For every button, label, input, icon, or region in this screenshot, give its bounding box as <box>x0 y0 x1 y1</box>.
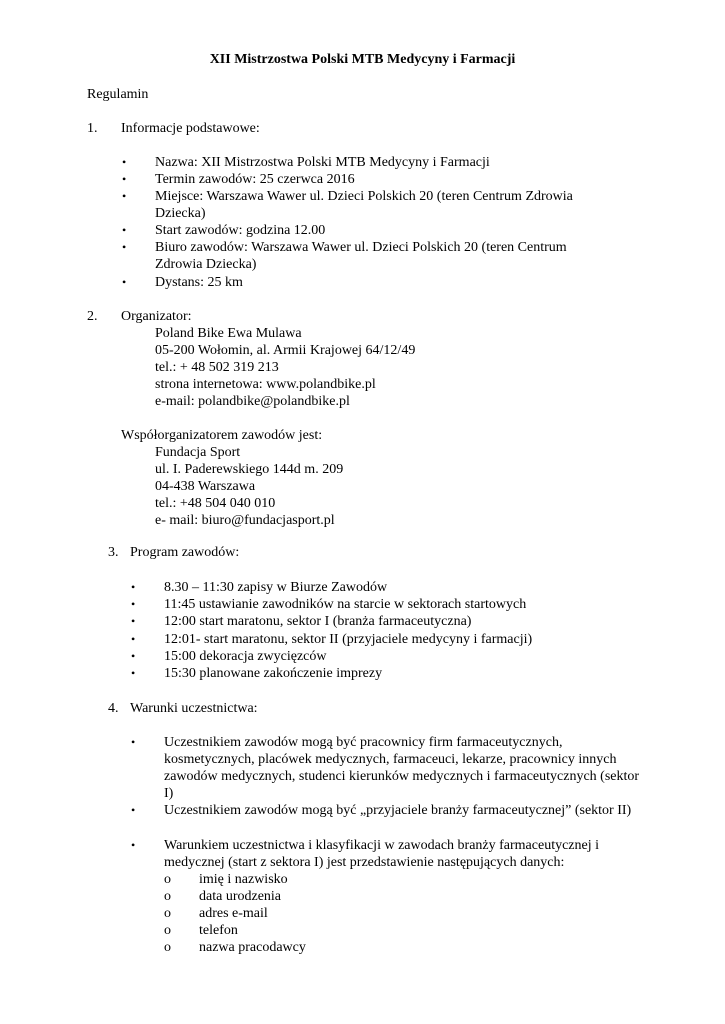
circle-bullet-icon: o <box>164 906 171 921</box>
bullet-icon: • <box>131 632 136 646</box>
section-number: 1. <box>87 121 98 136</box>
circle-bullet-icon: o <box>164 872 171 887</box>
bullet-icon: • <box>122 240 127 254</box>
organizer-line: 05-200 Wołomin, al. Armii Krajowej 64/12/49 <box>155 343 416 358</box>
list-item-text: 15:00 dekoracja zwycięzców <box>164 649 327 664</box>
section-heading: Warunki uczestnictwa: <box>130 701 258 716</box>
circle-bullet-icon: o <box>164 923 171 938</box>
bullet-icon: • <box>122 275 127 289</box>
bullet-icon: • <box>131 735 136 749</box>
section-heading: Program zawodów: <box>130 545 240 560</box>
bullet-icon: • <box>131 597 136 611</box>
list-item-text: Miejsce: Warszawa Wawer ul. Dzieci Polskich 20 (teren Centrum Zdrowia Dziecka) <box>155 189 573 221</box>
bullet-icon: • <box>131 614 136 628</box>
sub-list-item-text: adres e-mail <box>199 906 268 921</box>
bullet-icon: • <box>122 172 127 186</box>
bullet-icon: • <box>131 666 136 680</box>
document-title: XII Mistrzostwa Polski MTB Medycyny i Farmacji <box>209 52 516 67</box>
list-item-text: Nazwa: XII Mistrzostwa Polski MTB Medycyny i Farmacji <box>155 155 490 170</box>
coorganizer-line: tel.: +48 504 040 010 <box>155 496 276 511</box>
organizer-line: e-mail: polandbike@polandbike.pl <box>155 394 350 409</box>
organizer-line: tel.: + 48 502 319 213 <box>155 360 279 375</box>
list-item-text: Termin zawodów: 25 czerwca 2016 <box>155 172 355 187</box>
section-heading: Organizator: <box>121 309 192 324</box>
bullet-icon: • <box>131 580 136 594</box>
organizer-line: Poland Bike Ewa Mulawa <box>155 326 302 341</box>
list-item-text: Biuro zawodów: Warszawa Wawer ul. Dzieci Polskich 20 (teren Centrum Zdrowia Dziecka) <box>155 240 567 272</box>
document-subtitle: Regulamin <box>87 87 149 102</box>
list-item-text: 15:30 planowane zakończenie imprezy <box>164 666 383 681</box>
sub-list-item-text: telefon <box>199 923 238 938</box>
bullet-icon: • <box>122 223 127 237</box>
list-item-text: 12:00 start maratonu, sektor I (branża farmaceutyczna) <box>164 614 472 629</box>
sub-list-item-text: data urodzenia <box>199 889 282 904</box>
list-item-text: Dystans: 25 km <box>155 275 243 290</box>
circle-bullet-icon: o <box>164 889 171 904</box>
list-item-text: 8.30 – 11:30 zapisy w Biurze Zawodów <box>164 580 388 595</box>
bullet-icon: • <box>131 838 136 852</box>
coorganizer-line: ul. I. Paderewskiego 144d m. 209 <box>155 462 344 477</box>
bullet-icon: • <box>131 803 136 817</box>
section-number: 4. <box>108 701 119 716</box>
bullet-icon: • <box>122 155 127 169</box>
bullet-icon: • <box>131 649 136 663</box>
organizer-line: strona internetowa: www.polandbike.pl <box>155 377 376 392</box>
section-number: 3. <box>108 545 119 560</box>
list-item-text: 12:01- start maratonu, sektor II (przyjaciele medycyny i farmacji) <box>164 632 533 647</box>
section-heading: Informacje podstawowe: <box>121 121 260 136</box>
coorganizer-line: 04-438 Warszawa <box>155 479 256 494</box>
sub-list-item-text: imię i nazwisko <box>199 872 288 887</box>
coorganizer-line: Fundacja Sport <box>155 445 241 460</box>
coorganizer-line: e- mail: biuro@fundacjasport.pl <box>155 513 335 528</box>
list-item-text: Start zawodów: godzina 12.00 <box>155 223 326 238</box>
section-number: 2. <box>87 309 98 324</box>
list-item-text: Uczestnikiem zawodów mogą być „przyjaciele branży farmaceutycznej” (sektor II) <box>164 803 632 818</box>
list-item-text: 11:45 ustawianie zawodników na starcie w sektorach startowych <box>164 597 527 612</box>
sub-list-item-text: nazwa pracodawcy <box>199 940 306 955</box>
list-item-text: Warunkiem uczestnictwa i klasyfikacji w zawodach branży farmaceutycznej i medycznej (start z sektora I) jest przedstawienie następujących danych: <box>164 838 600 870</box>
list-item-text: Uczestnikiem zawodów mogą być pracownicy firm farmaceutycznych, kosmetycznych, placówek medycznych, farmaceuci, lekarze, pracownicy innych zawodów medycznych, studenci kierunków medycznych i farmaceutycznych (sektor I) <box>164 735 640 801</box>
coorganizer-heading: Współorganizatorem zawodów jest: <box>121 428 323 443</box>
circle-bullet-icon: o <box>164 940 171 955</box>
bullet-icon: • <box>122 189 127 203</box>
